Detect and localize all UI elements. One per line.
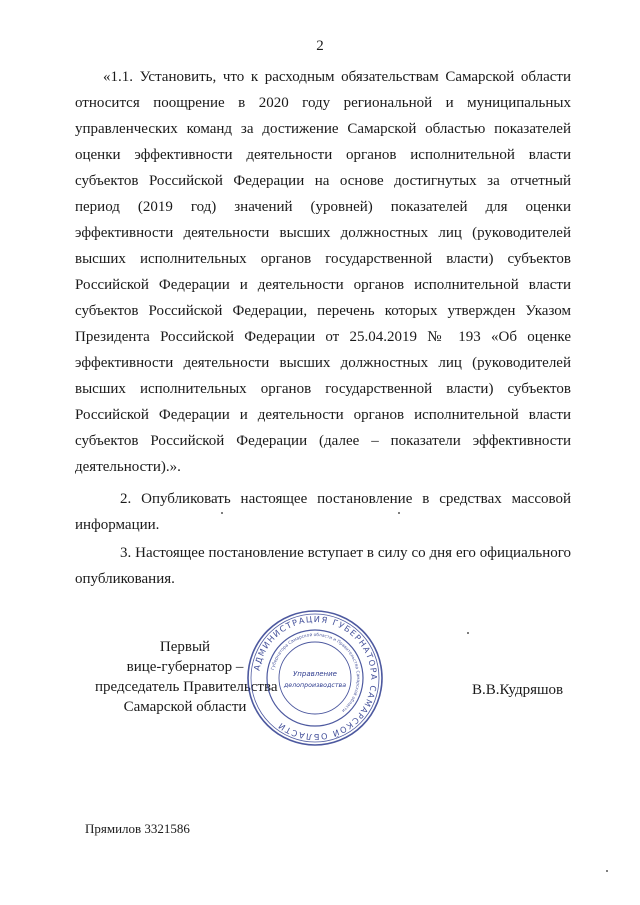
- stamp-inner-ring-text: Губернатора Самарской области и Правительства Самарской области: [270, 632, 361, 713]
- scan-speck: [398, 512, 400, 514]
- signatory-title-line: Самарской области: [123, 699, 247, 715]
- executor-note: Прямилов 3321586: [85, 821, 190, 836]
- signatory-title-line: вице-губернатор –: [126, 659, 244, 675]
- stamp-center-line: делопроизводства: [283, 682, 347, 689]
- page-number: 2: [316, 38, 324, 54]
- paragraph-3: 3. Настоящее постановление вступает в силу со дня его официального опубликования.: [75, 545, 571, 587]
- scan-speck: [221, 512, 223, 514]
- signatory-title-line: Первый: [159, 639, 211, 655]
- signatory-name: В.В.Кудряшов: [472, 682, 564, 698]
- paragraph-2: 2. Опубликовать настоящее постановление в средствах массовой информации.: [75, 491, 571, 533]
- stamp-ring-text: АДМИНИСТРАЦИЯ ГУБЕРНАТОРА САМАРСКОЙ ОБЛАСТИ: [251, 613, 380, 743]
- stamp-center-line: Управление: [293, 670, 337, 678]
- signatory-title-line: председатель Правительства: [95, 679, 278, 695]
- official-seal-stamp: [245, 608, 385, 748]
- paragraph-1-1: «1.1. Установить, что к расходным обязательствам Самарской области относится поощрение в 2020 году региональной и муниципальных управленческих команд за достижение Самарской областью показателей оценки эффективности деятельности органов исполнительной власти субъектов Российской Федерации на основе достигнутых за отчетный период (2019 год) значений (уровней) показателей для оценки эффективности деятельности высших должностных лиц (руководителей высших исполнительных органов государственной власти) субъектов Российской Федерации и деятельности органов исполнительной власти субъектов Российской Федерации, перечень которых утвержден Указом Президента Российской Федерации от 25.04.2019 № 193 «Об оценке эффективности деятельности высших должностных лиц (руководителей высших исполнительных органов государственной власти) субъектов Российской Федерации и деятельности органов исполнительной власти субъектов Российской Федерации (далее – показатели эффективности деятельности).».: [75, 69, 571, 475]
- scan-speck: [467, 632, 469, 634]
- scan-speck: [606, 870, 608, 872]
